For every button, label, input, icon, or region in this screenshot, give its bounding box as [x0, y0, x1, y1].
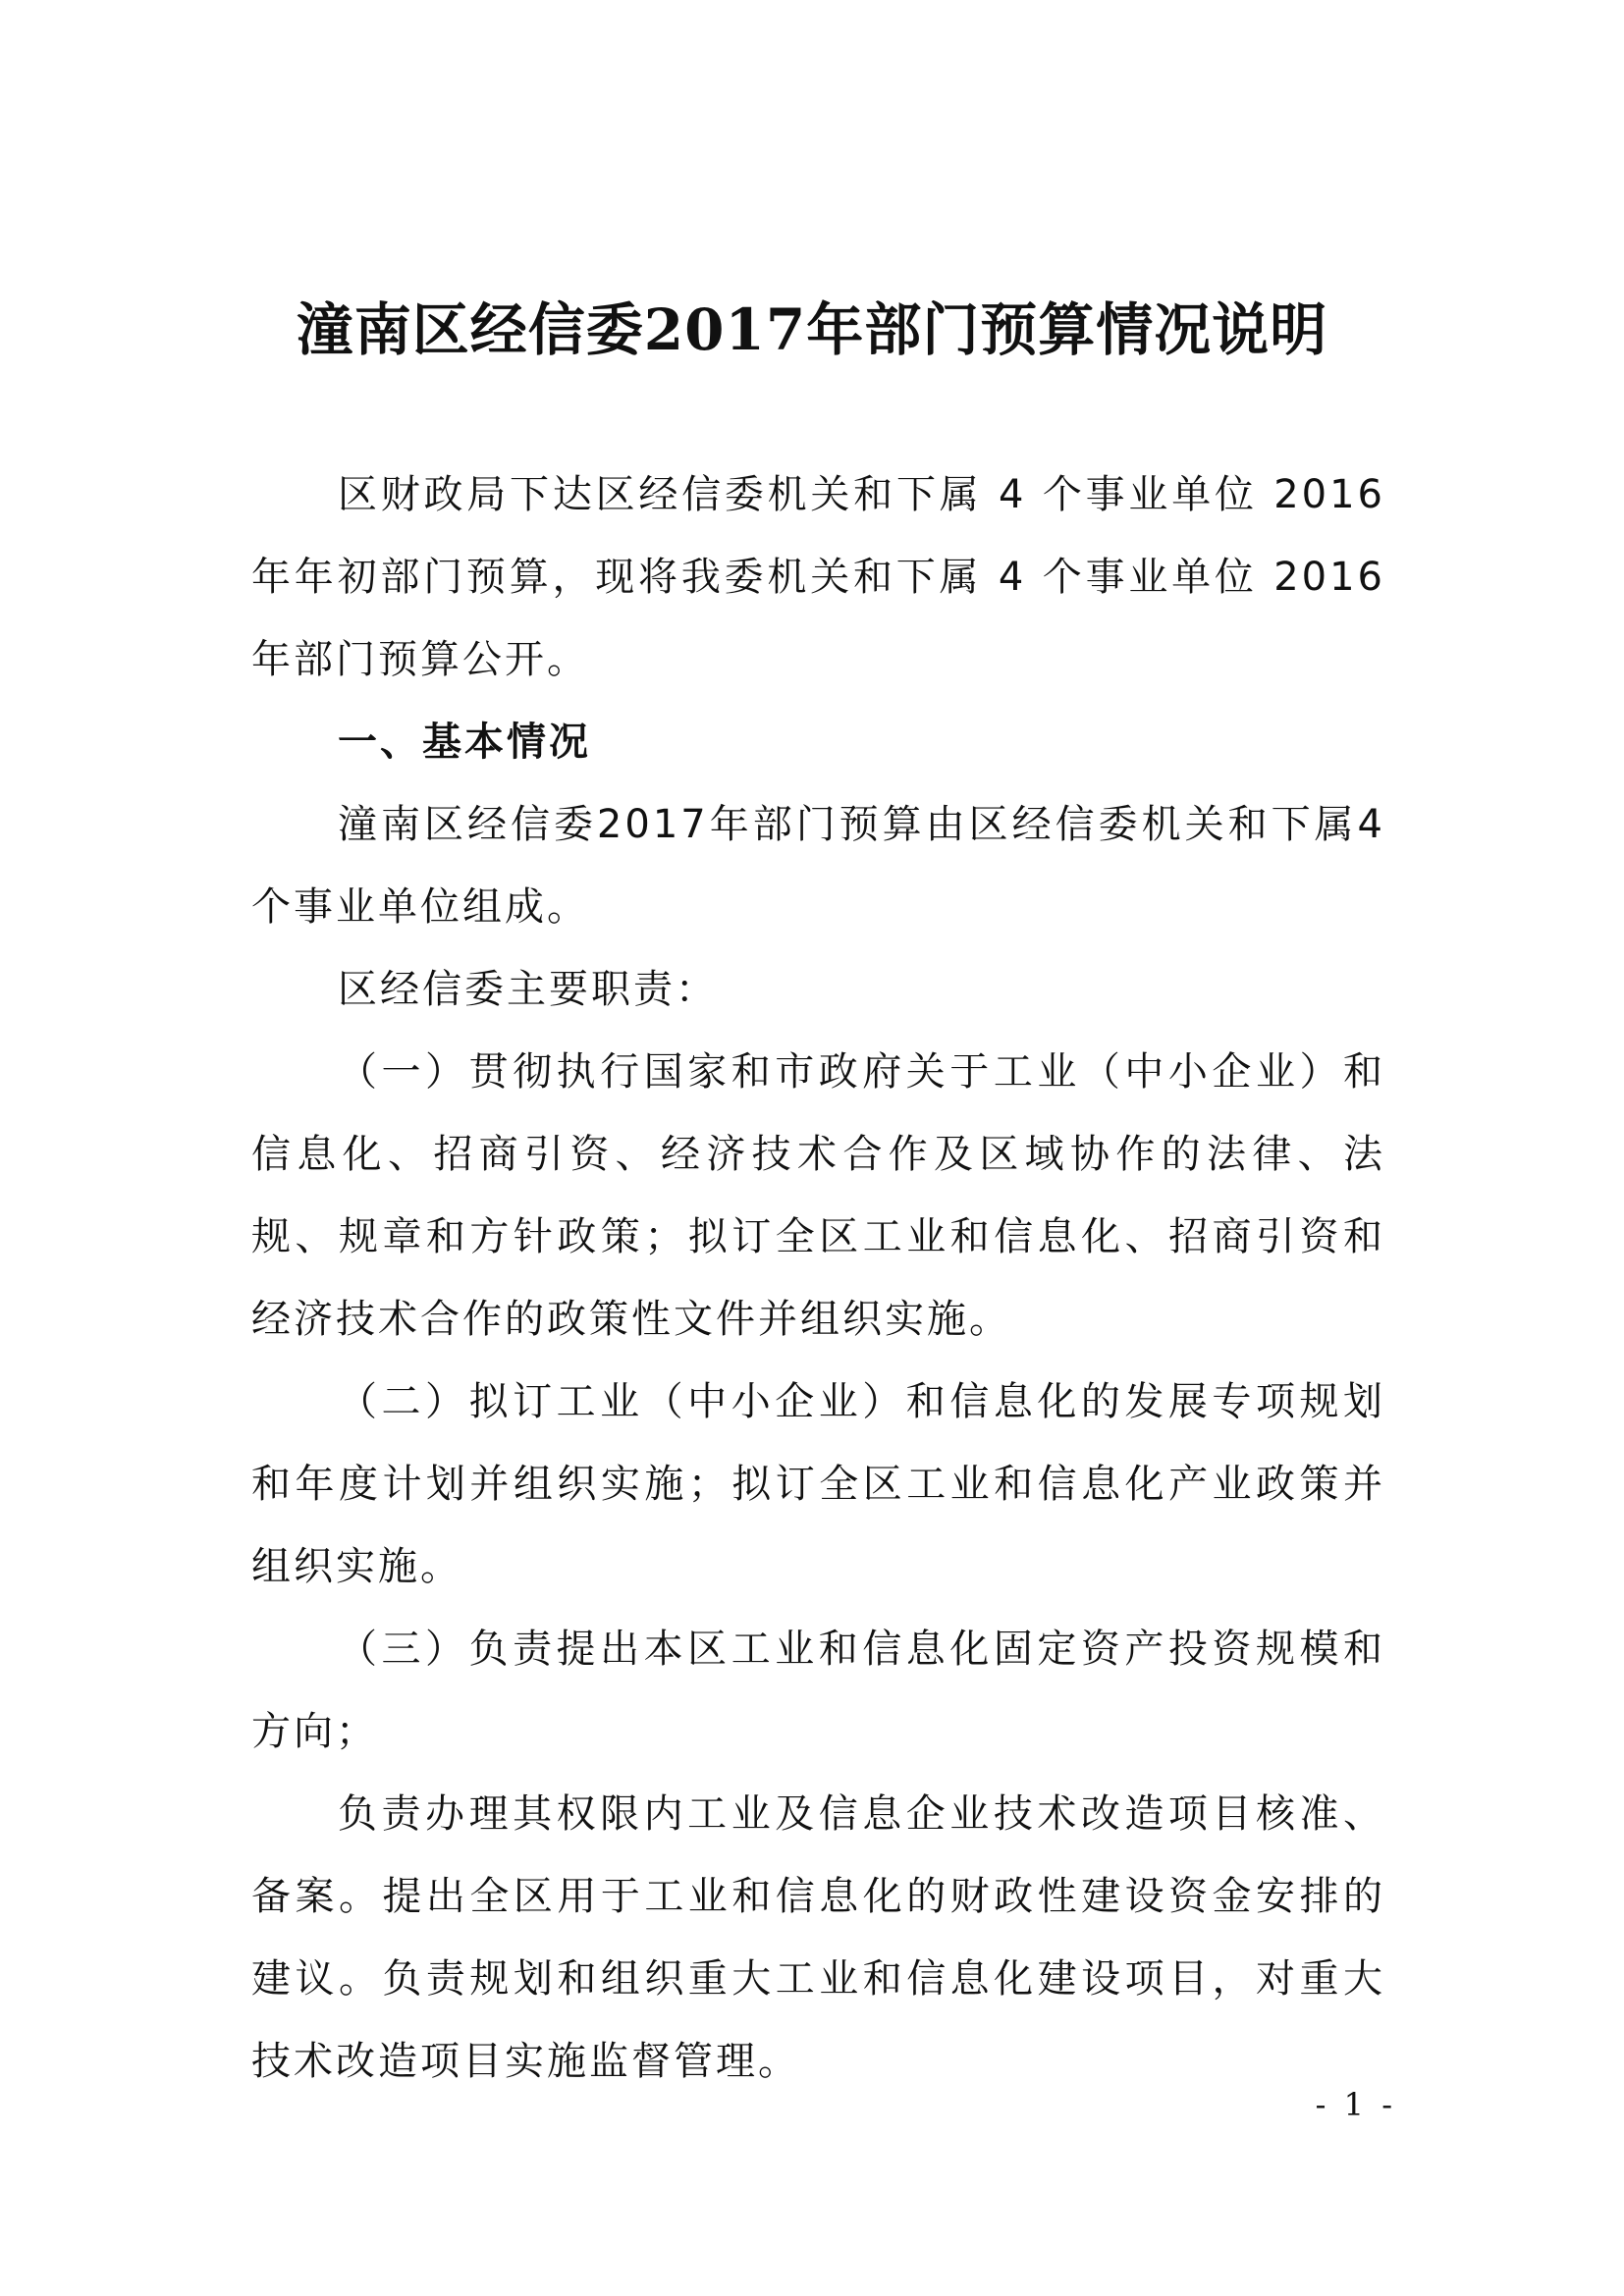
- document-body: [251, 454, 1385, 2103]
- section-heading-basic-info: 一、基本情况: [338, 720, 591, 765]
- page-number: - 1 -: [1315, 2086, 1396, 2123]
- duty-paragraph-3-continued: 负责办理其权限内工业及信息企业技术改造项目核准、备案。提出全区用于工业和信息化的财政性建设资金安排的建议。负责规划和组织重大工业和信息化建设项目，对重大技术改造项目实施监督管理。: [251, 1791, 1385, 2084]
- document-title: 潼南区经信委2017年部门预算情况说明: [296, 296, 1328, 363]
- basic-info-paragraph: 潼南区经信委2017年部门预算由区经信委机关和下属4个事业单位组成。: [251, 802, 1385, 930]
- duties-intro-paragraph: 区经信委主要职责：: [338, 967, 718, 1012]
- duty-paragraph-1: （一）贯彻执行国家和市政府关于工业（中小企业）和信息化、招商引资、经济技术合作及区域协作的法律、法规、规章和方针政策；拟订全区工业和信息化、招商引资和经济技术合作的政策性文件并组织实施。: [251, 1049, 1385, 1342]
- intro-paragraph: 区财政局下达区经信委机关和下属 4 个事业单位 2016 年年初部门预算，现将我委机关和下属 4 个事业单位 2016 年部门预算公开。: [251, 472, 1385, 682]
- duty-paragraph-3: （三）负责提出本区工业和信息化固定资产投资规模和方向；: [251, 1627, 1385, 1754]
- duty-paragraph-2: （二）拟订工业（中小企业）和信息化的发展专项规划和年度计划并组织实施；拟订全区工业和信息化产业政策并组织实施。: [251, 1379, 1385, 1589]
